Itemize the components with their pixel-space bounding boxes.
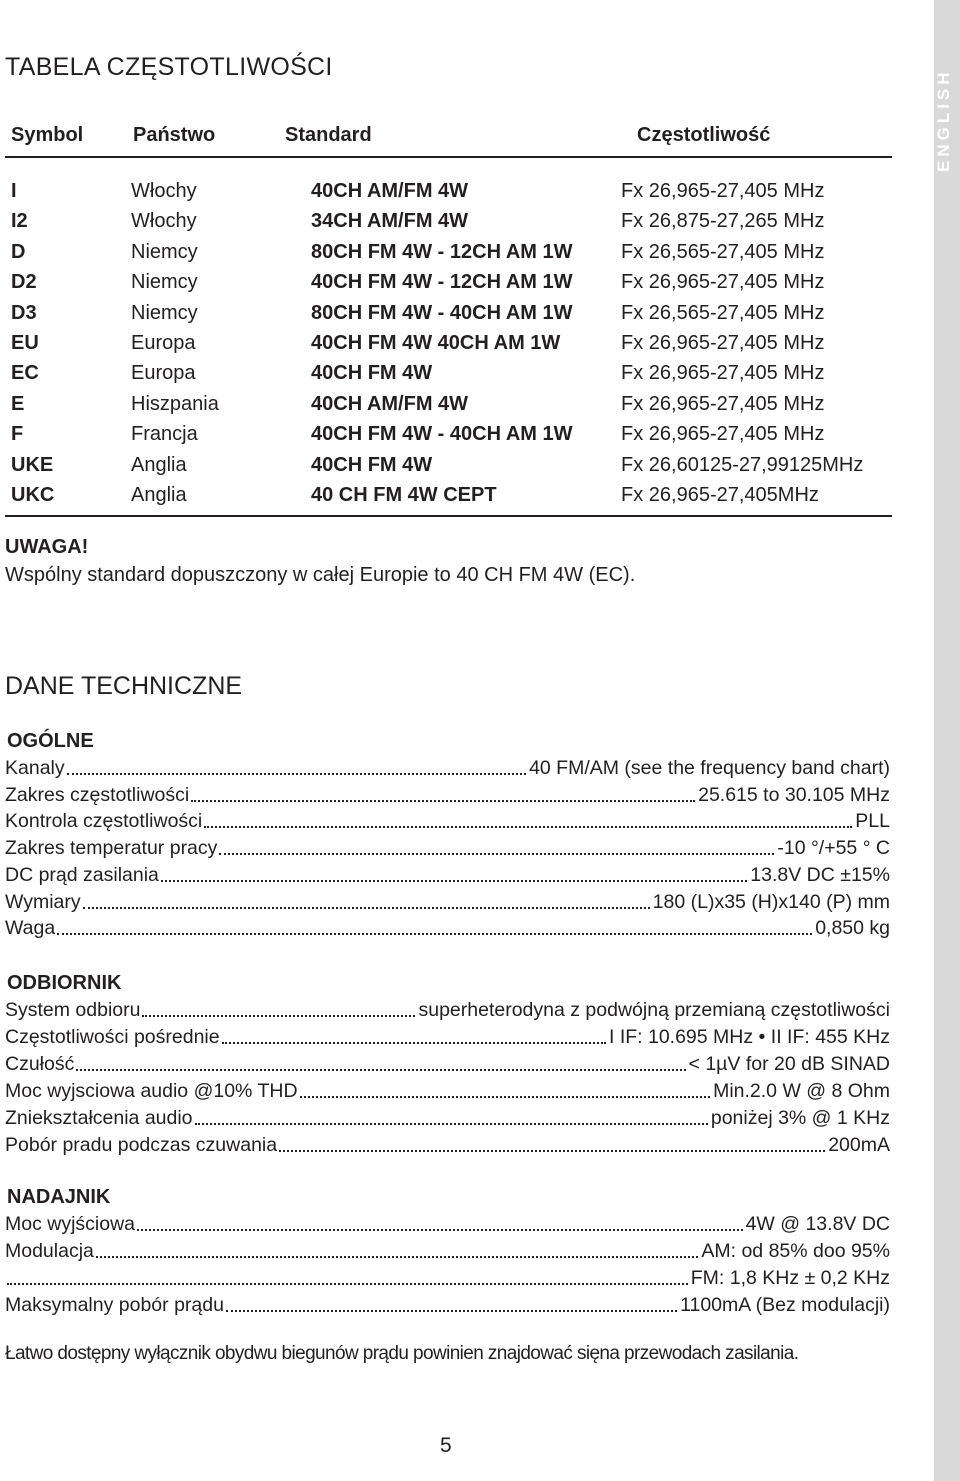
cell-frequency: Fx 26,965-27,405 MHz — [621, 392, 825, 415]
spec-row — [5, 1213, 895, 1239]
dot-leader — [226, 1310, 677, 1312]
cell-frequency: Fx 26,965-27,405 MHz — [621, 423, 825, 446]
receiver-title: ODBIORNIK — [7, 972, 122, 994]
table-row — [5, 481, 892, 511]
spec-value: 0,850 kg — [815, 917, 890, 940]
header-symbol: Symbol — [11, 124, 84, 146]
cell-country: Niemcy — [131, 271, 198, 294]
cell-country: Włochy — [131, 180, 197, 202]
spec-label: System odbioru — [5, 999, 141, 1021]
language-label: ENGLISH — [934, 68, 953, 172]
cell-symbol: E — [11, 392, 25, 415]
cell-frequency: Fx 26,875-27,265 MHz — [621, 210, 825, 233]
table-row — [5, 177, 892, 207]
cell-standard: 40CH FM 4W — [311, 362, 433, 385]
cell-country: Anglia — [131, 483, 187, 506]
spec-label: Zniekształcenia audio — [5, 1107, 193, 1129]
spec-label: Waga — [5, 917, 56, 940]
header-country: Państwo — [133, 124, 216, 146]
spec-label: DC prąd zasilania — [5, 863, 159, 886]
spec-row — [5, 810, 895, 836]
tech-title: DANE TECHNICZNE — [5, 672, 243, 700]
spec-value: Min.2.0 W @ 8 Ohm — [713, 1080, 890, 1102]
frequency-table — [5, 118, 892, 517]
dot-leader — [96, 1256, 698, 1258]
spec-row — [5, 1107, 895, 1133]
cell-symbol: EC — [11, 362, 39, 385]
dot-leader — [161, 880, 747, 882]
cell-symbol: D — [11, 240, 26, 263]
spec-row — [5, 917, 895, 943]
dot-leader — [142, 1015, 415, 1017]
dot-leader — [222, 1042, 606, 1044]
transmitter-title: NADAJNIK — [7, 1186, 111, 1208]
cell-standard: 80CH FM 4W - 40CH AM 1W — [311, 301, 573, 324]
spec-value: 200mA — [828, 1134, 890, 1156]
table-row — [5, 299, 892, 329]
dot-leader — [204, 826, 852, 828]
dot-leader — [195, 1123, 708, 1125]
cell-country: Europa — [131, 362, 196, 385]
general-title: OGÓLNE — [7, 730, 94, 752]
cell-symbol: EU — [11, 331, 39, 354]
page-number: 5 — [440, 1434, 452, 1457]
spec-row — [5, 1053, 895, 1079]
cell-symbol: UKC — [11, 483, 55, 506]
spec-value: 180 (L)x35 (H)x140 (P) mm — [652, 890, 890, 913]
cell-standard: 40CH AM/FM 4W — [311, 180, 469, 202]
spec-label: Wymiary — [5, 890, 81, 913]
cell-standard: 40CH FM 4W - 40CH AM 1W — [311, 423, 573, 446]
cell-standard: 80CH FM 4W - 12CH AM 1W — [311, 240, 573, 263]
cell-standard: 40CH FM 4W - 12CH AM 1W — [311, 271, 573, 294]
cell-symbol: D3 — [11, 301, 37, 324]
spec-value: I IF: 10.695 MHz • II IF: 455 KHz — [608, 1026, 890, 1048]
spec-row — [5, 1134, 895, 1160]
page-title: TABELA CZĘSTOTLIWOŚCI — [5, 53, 333, 81]
spec-row — [5, 1294, 895, 1320]
dot-leader — [219, 853, 774, 855]
cell-standard: 34CH AM/FM 4W — [311, 210, 469, 233]
cell-symbol: D2 — [11, 271, 37, 294]
spec-label: Maksymalny pobór prądu — [5, 1294, 224, 1316]
table-row — [5, 451, 892, 481]
cell-country: Niemcy — [131, 240, 198, 263]
cell-country: Francja — [131, 423, 198, 446]
spec-label: Częstotliwości pośrednie — [5, 1026, 220, 1048]
spec-label: Pobór pradu podczas czuwania — [5, 1134, 278, 1156]
table-row — [5, 207, 892, 237]
note-text: Wspólny standard dopuszczony w całej Europie to 40 CH FM 4W (EC). — [5, 564, 636, 586]
dot-leader — [83, 907, 650, 909]
cell-frequency: Fx 26,965-27,405MHz — [621, 483, 819, 506]
dot-leader — [137, 1229, 743, 1231]
spec-row — [5, 1026, 895, 1052]
spec-value: < 1µV for 20 dB SINAD — [688, 1053, 890, 1075]
spec-value: AM: od 85% doo 95% — [701, 1240, 890, 1262]
cell-frequency: Fx 26,965-27,405 MHz — [621, 271, 825, 294]
header-frequency: Częstotliwość — [637, 124, 771, 146]
spec-row — [5, 1240, 895, 1266]
spec-value: 13.8V DC ±15% — [750, 863, 890, 886]
cell-symbol: UKE — [11, 453, 54, 476]
table-row — [5, 420, 892, 450]
cell-symbol: I — [11, 180, 17, 202]
header-standard: Standard — [285, 124, 372, 146]
spec-row — [5, 757, 895, 783]
cell-frequency: Fx 26,965-27,405 MHz — [621, 362, 825, 385]
spec-value: PLL — [855, 810, 890, 833]
cell-standard: 40CH FM 4W — [311, 453, 433, 476]
cell-frequency: Fx 26,565-27,405 MHz — [621, 240, 825, 263]
cell-standard: 40 CH FM 4W CEPT — [311, 483, 497, 506]
cell-frequency: Fx 26,60125-27,99125MHz — [621, 453, 864, 476]
spec-row — [5, 837, 895, 863]
cell-country: Anglia — [131, 453, 187, 476]
cell-frequency: Fx 26,965-27,405 MHz — [621, 331, 825, 354]
cell-symbol: F — [11, 423, 24, 446]
spec-label: Modulacja — [5, 1240, 94, 1262]
spec-row — [5, 1080, 895, 1106]
dot-leader — [300, 1096, 711, 1098]
cell-country: Hiszpania — [131, 392, 219, 415]
spec-label: Moc wyjsciowa audio @10% THD — [5, 1080, 298, 1102]
table-body — [5, 158, 892, 511]
spec-row — [5, 1267, 895, 1293]
spec-value: -10 °/+55 ° C — [777, 837, 890, 860]
cell-frequency: Fx 26,965-27,405 MHz — [621, 180, 825, 202]
note-title: UWAGA! — [5, 536, 89, 558]
dot-leader — [67, 773, 526, 775]
cell-frequency: Fx 26,565-27,405 MHz — [621, 301, 825, 324]
spec-value: poniżej 3% @ 1 KHz — [710, 1107, 890, 1129]
spec-row — [5, 864, 895, 890]
spec-label: Kontrola częstotliwości — [5, 810, 203, 833]
dot-leader — [7, 1283, 688, 1285]
table-header — [5, 118, 892, 158]
table-row — [5, 268, 892, 298]
spec-label: Moc wyjściowa — [5, 1213, 136, 1235]
cell-country: Niemcy — [131, 301, 198, 324]
table-row — [5, 390, 892, 420]
cell-standard: 40CH FM 4W 40CH AM 1W — [311, 331, 561, 354]
cell-standard: 40CH AM/FM 4W — [311, 392, 469, 415]
side-tab — [934, 0, 960, 1481]
dot-leader — [279, 1150, 825, 1152]
spec-label: Zakres temperatur pracy — [5, 837, 218, 860]
table-row — [5, 329, 892, 359]
spec-value: superheterodyna z podwójną przemianą częstotliwości — [418, 999, 890, 1021]
cell-symbol: I2 — [11, 210, 28, 233]
spec-row — [5, 999, 895, 1025]
table-row — [5, 359, 892, 389]
spec-row — [5, 891, 895, 917]
cell-country: Włochy — [131, 210, 197, 233]
spec-value: 4W @ 13.8V DC — [745, 1213, 890, 1235]
dot-leader — [57, 933, 812, 935]
footer-note: Łatwo dostępny wyłącznik obydwu biegunów prądu powinien znajdować sięna przewodach zasilania. — [5, 1343, 799, 1364]
cell-country: Europa — [131, 331, 196, 354]
spec-value: 40 FM/AM (see the frequency band chart) — [529, 757, 890, 779]
spec-value: 1100mA (Bez modulacji) — [680, 1294, 890, 1316]
spec-label: Zakres częstotliwości — [5, 783, 190, 806]
spec-label: Kanaly — [5, 757, 65, 779]
spec-value: 25.615 to 30.105 MHz — [698, 783, 890, 806]
table-row — [5, 238, 892, 268]
spec-value: FM: 1,8 KHz ± 0,2 KHz — [690, 1267, 890, 1289]
spec-label: Czułość — [5, 1053, 75, 1075]
dot-leader — [191, 800, 695, 802]
spec-row — [5, 784, 895, 810]
table-bottom-rule — [5, 511, 892, 517]
dot-leader — [76, 1069, 685, 1071]
